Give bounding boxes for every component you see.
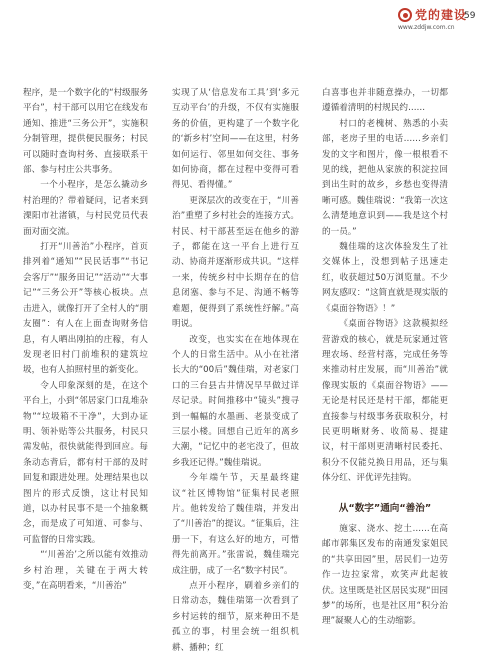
paragraph: 一个小程序，是怎么撬动乡村治理的？带着疑问，记者来到溧阳市社渚镇，与村民党员代表面对面交流。 <box>23 180 148 237</box>
page-header <box>0 0 485 70</box>
paragraph: 今年端午节，天星最终建议“社区博物馆”征集村民老照片。他转发给了魏佳瑞，并发出了“川善治”的提议。“征集后，注册一下，有这么好的地方，可惜得先前离开。”张雷说，魏佳瑞完成注册，成了一名“数字村民”。 <box>172 473 299 576</box>
paragraph: 施家、浇水、挖土……在高邮市郭集区发布的南通发家姐民的“共享田园”里，居民们一边劳作一边拉家常，欢笑声此起彼伏。这里既是社区居民实现“田园梦”的场所，也是社区用“积分治理”凝聚人心的生动缩影。 <box>322 523 448 627</box>
magazine-url: www.zddjw.com.cn <box>398 24 455 31</box>
section-heading: 从“数字”通向“善治” <box>338 502 432 514</box>
paragraph: 程序，是一个数字化的“村级服务平台”，村干部可以用它在线发布通知、推进“三务公开”，实施积分制管理，提供便民服务；村民可以随时查询村务、直接联系干部、参与村庄公共事务。 <box>23 88 148 176</box>
paragraph: 令人印象深刻的是，在这个平台上，小到“邻居家门口乱堆杂物”“垃圾箱不干净”，大到办证明、领补贴等公共服务，村民只需发帖，很快就能得到回应。每条动态背后，都有村干部的及时回复和跟进处理。处理结果也以图片的形式反馈，这让村民知道，以办村民事不是一个抽象概念，而是成了可知道、可参与、可监督的日常实践。 <box>23 380 148 545</box>
page-number: 59 <box>464 11 476 21</box>
paragraph: 村口的老槐树、熟悉的小卖部，老房子里的电话……乡亲们发的文字和图片，像一根根看不见的线，把他从家族的积淀拉回到出生时的故乡，乡愁也变得清晰可感。魏佳瑞说：“我第一次这么清楚地意识到——我是这个村的一员。” <box>322 118 448 237</box>
paragraph: 《桌面谷物语》这款模拟经营游戏的核心，就是玩家通过管理农场、经营村落，完成任务等来推动村庄发展，而“川善治”就像现实版的《桌面谷物语》——无论是村民还是村干部，都能更直接参与村级事务获取积分，村民更明晰财务、收简易、提建议，村干部则更清晰村民委托、积分不仅能兑换日用品，还与集体分红、评优评先挂钩。 <box>322 319 448 484</box>
paragraph: 白喜事也并非随意操办，一切都遵循着清明的村规民约…… <box>322 88 448 114</box>
party-emblem-icon <box>398 8 412 22</box>
paragraph: 点开小程序，刷着乡亲们的日常动态，魏佳瑞第一次看到了乡村运转的细节，原来种田不是孤立的事，村里会统一组织机耕、播种；红 <box>172 581 299 653</box>
paragraph: 更深层次的改变在于，“川善治”重塑了乡村社会的连接方式。村民、村干部甚至远在他乡的游子，都能在这一平台上进行互动、协商并逐渐形成共识。“这样一来，传统乡村中长期存在的信息闭塞、参与不足、沟通不畅等难题，便得到了系统性纾解。”高明说。 <box>172 195 299 330</box>
article-column-3 <box>322 86 448 630</box>
magazine-title: 党的建设 <box>415 8 468 22</box>
paragraph: 实现了从‘信息发布工具’到‘多元互动平台’的升级，不仅有实施服务的价值，更构建了一个数字化的‘新乡村’空间——在这里，村务如何运行、邻里如何交往、事务如何协商，都在过程中变得可看得见、看得懂。” <box>172 88 299 191</box>
paragraph: 改变，也实实在在地体现在个人的日常生活中。从小在社渚长大的“00后”魏佳瑞，对老家门口的三台县古井情况早早做过详尽记录。时间推移中“镜头”搜寻到一幅幅的水墨画、老景变成了三层小楼。回想自己近年的离乡大潮，“记忆中的老宅没了，但故乡我还记得。”魏佳瑞说。 <box>172 334 299 468</box>
paragraph: “‘川善治’之所以能有效推动乡村治理，关键在于两大转变，”在高明看来，“川善治” <box>23 550 148 591</box>
paragraph: 打开“川善治”小程序，首页排列着“通知”“民民话事”“书记会客厅”“服务田记”“活动”“大事记”“三务公开”等核心板块。点击进入，就像打开了全村人的“朋友圈”：有人在上面查询财务信息，有人晒出刚拍的庄稼，有人发现老旧村门前堆积的建筑垃圾，也有人拍照村里的新变化。 <box>23 242 148 376</box>
paragraph: 魏佳瑞的这次体验发生了社交媒体上，没想到帖子迅速走红，收获超过50万浏览量。不少网友感叹：“这简直就是现实版的《桌面谷物语》！” <box>322 242 448 314</box>
magazine-logo <box>398 6 468 36</box>
article-column-2 <box>172 86 299 656</box>
article-column-1 <box>23 86 148 594</box>
